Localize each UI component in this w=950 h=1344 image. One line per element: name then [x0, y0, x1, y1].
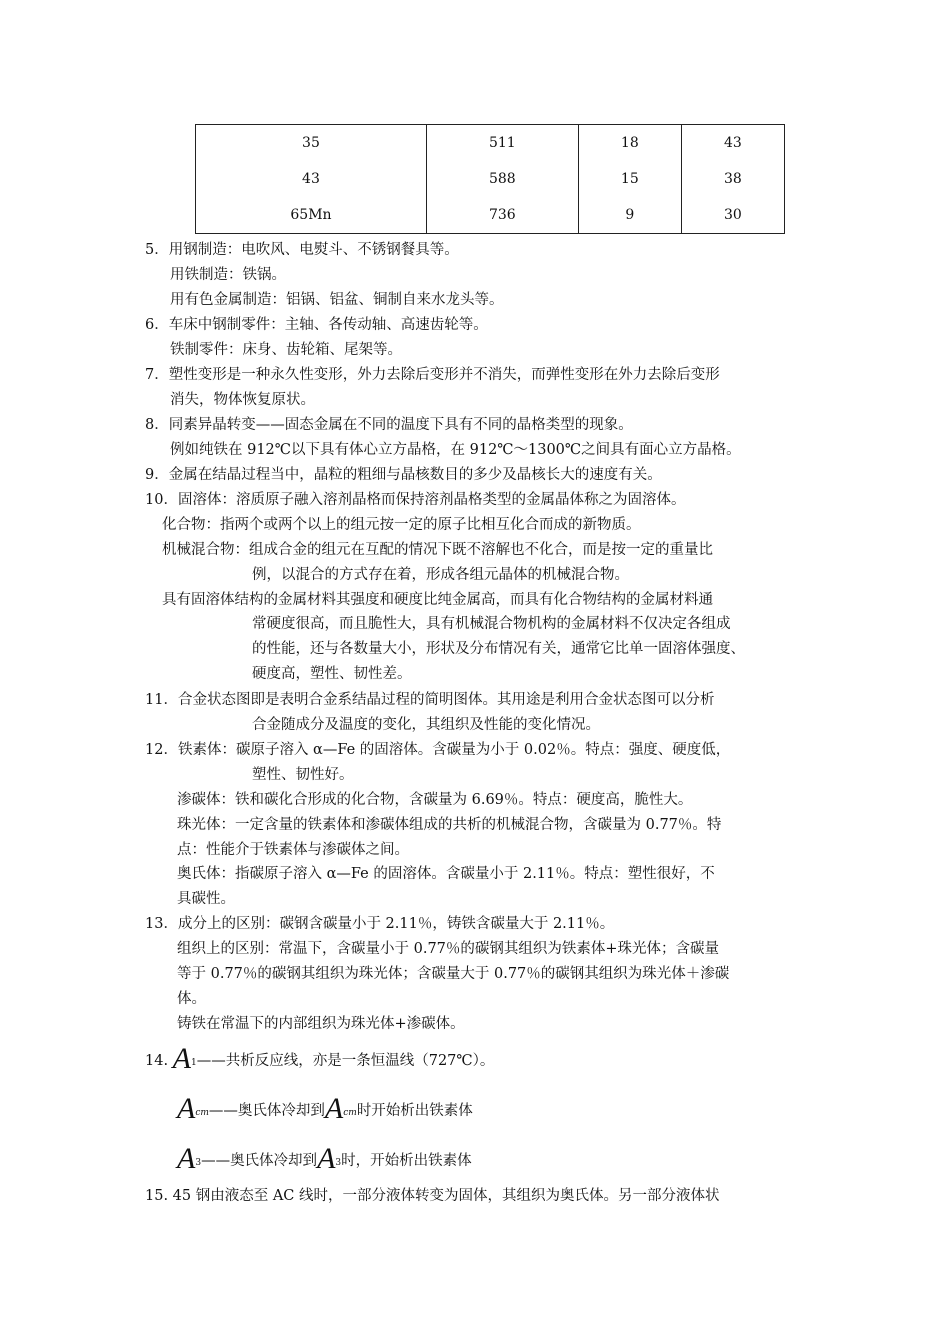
text-line: 的性能，还与各数量大小，形状及分布情况有关，通常它比单一固溶体强度、	[252, 641, 745, 657]
text-line-11: 11．合金状态图即是表明合金系结晶过程的简明图体。其用途是利用合金状态图可以分析	[145, 692, 715, 708]
text-line: 点：性能介于铁素体与渗碳体之间。	[177, 842, 409, 858]
text-line: 塑性、韧性好。	[252, 767, 354, 783]
item-14-text: ——奥氏体冷却到	[208, 1103, 325, 1119]
text-line: 铸铁在常温下的内部组织为珠光体+渗碳体。	[177, 1016, 465, 1032]
text-line-13: 13．成分上的区别：碳钢含碳量小于 2.11％，铸铁含碳量大于 2.11％。	[145, 916, 615, 932]
subscript: 3	[195, 1158, 202, 1168]
item-14-text: ——奥氏体冷却到	[201, 1153, 318, 1169]
text-line: 用铁制造：铁锅。	[170, 267, 286, 283]
table-cell: 588	[426, 161, 578, 197]
text-line: 铁制零件：床身、齿轮箱、尾架等。	[170, 342, 402, 358]
table-cell: 15	[578, 161, 681, 197]
subscript: 1	[191, 1058, 197, 1068]
table-cell: 43	[196, 161, 427, 197]
text-line: 硬度高，塑性、韧性差。	[252, 666, 412, 682]
text-line-6: 6．车床中钢制零件：主轴、各传动轴、高速齿轮等。	[145, 317, 488, 333]
text-line: 体。	[177, 991, 206, 1007]
properties-table	[195, 124, 785, 234]
text-line: 组织上的区别：常温下，含碳量小于 0.77％的碳钢其组织为铁素体+珠光体；含碳量	[177, 941, 720, 957]
text-line-8: 8．同素异晶转变——固态金属在不同的温度下具有不同的晶格类型的现象。	[145, 417, 633, 433]
text-line: 具碳性。	[177, 891, 235, 907]
table-cell: 736	[426, 197, 578, 234]
table-cell: 511	[426, 125, 578, 162]
table-cell: 35	[196, 125, 427, 162]
symbol-a: A	[172, 1042, 191, 1075]
item-14-number: 14.	[145, 1053, 169, 1069]
text-line-5: 5．用钢制造：电吹风、电熨斗、不锈钢餐具等。	[145, 242, 459, 258]
text-line: 用有色金属制造：铝锅、铝盆、铜制自来水龙头等。	[170, 292, 504, 308]
text-line: 例如纯铁在 912℃以下具有体心立方晶格，在 912℃～1300℃之间具有面心立方晶格。	[170, 442, 741, 458]
text-line: 具有固溶体结构的金属材料其强度和硬度比纯金属高，而具有化合物结构的金属材料通	[162, 592, 713, 608]
table-cell: 65Mn	[196, 197, 427, 234]
table-row	[196, 125, 785, 162]
text-line: 常硬度很高，而且脆性大，具有机械混合物机构的金属材料不仅决定各组成	[252, 616, 731, 632]
text-line-7: 7．塑性变形是一种永久性变形，外力去除后变形并不消失，而弹性变形在外力去除后变形	[145, 367, 720, 383]
text-line: 等于 0.77％的碳钢其组织为珠光体；含碳量大于 0.77％的碳钢其组织为珠光体＋渗碳	[177, 966, 730, 982]
symbol-a: A	[324, 1092, 344, 1125]
text-line-15: 15. 45 钢由液态至 AC 线时，一部分液体转变为固体，其组织为奥氏体。另一部分液体状	[145, 1188, 720, 1204]
table-cell: 30	[681, 197, 784, 234]
subscript: cm	[195, 1108, 209, 1118]
text-line: 例，以混合的方式存在着，形成各组元晶体的机械混合物。	[252, 567, 629, 583]
symbol-a: A	[177, 1092, 196, 1125]
text-line: 合金随成分及温度的变化，其组织及性能的变化情况。	[252, 717, 600, 733]
text-line: 机械混合物：组成合金的组元在互配的情况下既不溶解也不化合，而是按一定的重量比	[162, 542, 713, 558]
symbol-a: A	[177, 1142, 196, 1175]
text-line-10: 10．固溶体：溶质原子融入溶剂晶格而保持溶剂晶格类型的金属晶体称之为固溶体。	[145, 492, 686, 508]
text-line: 珠光体：一定含量的铁素体和渗碳体组成的共析的机械混合物，含碳量为 0.77％。特	[177, 817, 722, 833]
text-line: 奥氏体：指碳原子溶入 α—Fe 的固溶体。含碳量小于 2.11％。特点：塑性很好，不	[177, 866, 715, 882]
subscript: cm	[343, 1108, 357, 1118]
text-line: 消失，物体恢复原状。	[170, 392, 315, 408]
item-14-text: ——共析反应线，亦是一条恒温线（727℃）。	[196, 1053, 495, 1069]
table-row	[196, 161, 785, 197]
text-line: 化合物：指两个或两个以上的组元按一定的原子比相互化合而成的新物质。	[162, 517, 641, 533]
table-cell: 18	[578, 125, 681, 162]
item-14-line-1	[145, 1042, 494, 1076]
table-cell: 9	[578, 197, 681, 234]
text-line-9: 9．金属在结晶过程当中，晶粒的粗细与晶核数目的多少及晶核长大的速度有关。	[145, 467, 662, 483]
item-14-text: 时，开始析出铁素体	[341, 1153, 472, 1169]
item-14-text: 时开始析出铁素体	[356, 1103, 473, 1119]
table-cell: 43	[681, 125, 784, 162]
text-line-12: 12．铁素体：碳原子溶入 α—Fe 的固溶体。含碳量为小于 0.02％。特点：强度、硬度低，	[145, 742, 731, 758]
symbol-a: A	[317, 1142, 336, 1175]
item-14-line-2	[177, 1092, 473, 1126]
table-row	[196, 197, 785, 234]
subscript: 3	[335, 1158, 342, 1168]
table-cell: 38	[681, 161, 784, 197]
item-14-line-3	[177, 1142, 472, 1176]
text-line: 渗碳体：铁和碳化合形成的化合物，含碳量为 6.69％。特点：硬度高，脆性大。	[177, 792, 693, 808]
